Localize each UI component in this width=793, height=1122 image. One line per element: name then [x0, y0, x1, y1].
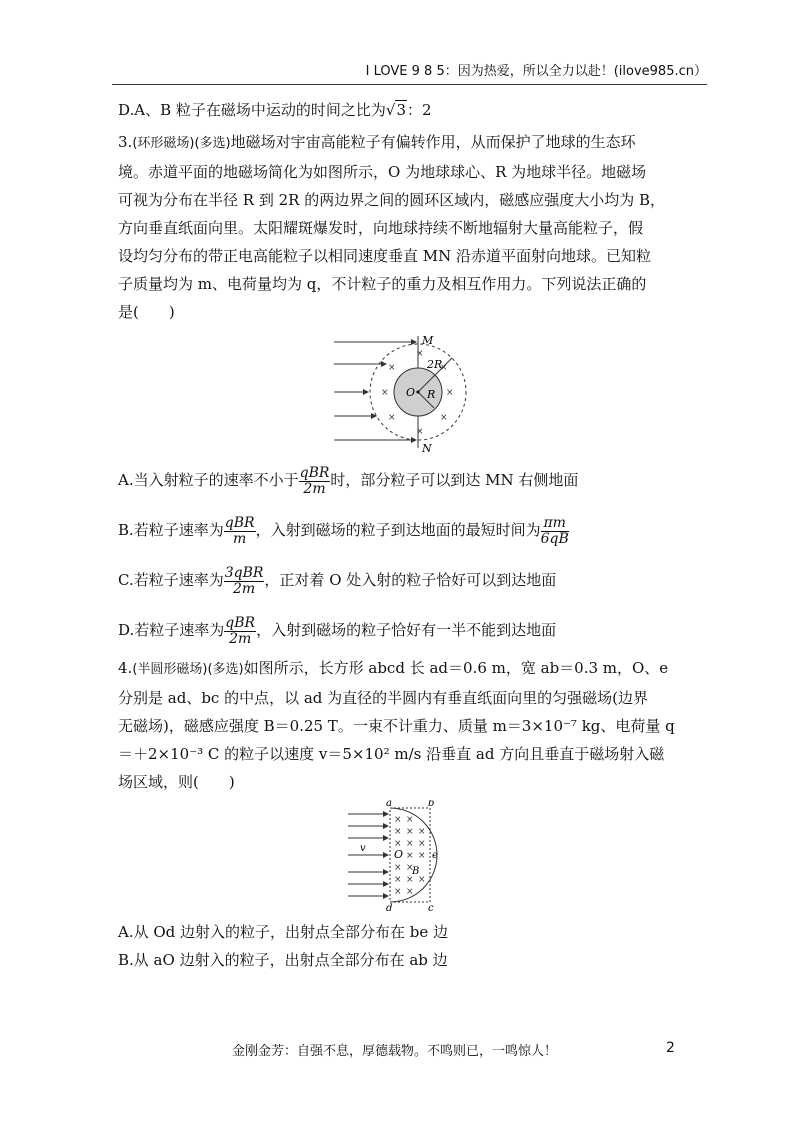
q4-tags: (半圆形磁场)(多选) [132, 662, 244, 677]
label-v: v [360, 843, 366, 854]
svg-text:×: × [406, 887, 414, 897]
svg-text:×: × [418, 851, 426, 861]
label-N: N [422, 442, 432, 454]
svg-text:×: × [418, 875, 426, 885]
svg-text:×: × [440, 363, 448, 373]
svg-text:×: × [406, 851, 414, 861]
svg-text:×: × [381, 388, 389, 398]
svg-text:×: × [406, 827, 414, 837]
label-O: O [394, 848, 404, 861]
svg-text:×: × [406, 875, 414, 885]
q3-line-2: 境。赤道平面的地磁场简化为如图所示，O 为地球球心、R 为地球半径。地磁场 [118, 163, 647, 181]
svg-text:×: × [418, 827, 426, 837]
svg-text:×: × [394, 875, 402, 885]
svg-text:×: × [406, 815, 414, 825]
svg-text:×: × [388, 363, 396, 373]
q3-option-a: A.当入射粒子的速率不小于 $\frac{\text{qBR}}{2m}$ 时，部分粒子可以到达 MN 右侧地面 [118, 464, 579, 497]
svg-text:×: × [406, 839, 414, 849]
q4-option-a: A.从 Od 边射入的粒子，出射点全部分布在 be 边 [118, 923, 449, 941]
label-R: R [427, 388, 436, 401]
q3-line-1: 3.(环形磁场)(多选)地磁场对宇宙高能粒子有偏转作用，从而保护了地球的生态环 [118, 133, 636, 151]
svg-text:×: × [394, 863, 402, 873]
svg-text:×: × [406, 863, 414, 873]
svg-text:×: × [388, 413, 396, 423]
prev-option-d: D.A、B 粒子在磁场中运动的时间之比为√3：2 [118, 101, 432, 119]
svg-text:×: × [394, 887, 402, 897]
header-text: I LOVE 9 8 5：因为热爱，所以全力以赴！(ilove985.cn） [365, 64, 707, 79]
q3-line-4: 方向垂直纸面向里。太阳耀斑爆发时，向地球持续不断地辐射大量高能粒子，假 [118, 219, 644, 237]
document-body [118, 96, 678, 974]
svg-text:×: × [418, 839, 426, 849]
svg-text:×: × [416, 427, 424, 437]
svg-text:×: × [440, 413, 448, 423]
q3-line-5: 设均匀分布的带正电高能粒子以相同速度垂直 MN 沿赤道平面射向地球。已知粒 [118, 247, 652, 265]
label-b: b [428, 800, 435, 809]
q4-option-b: B.从 aO 边射入的粒子，出射点全部分布在 ab 边 [118, 951, 448, 969]
q3-option-b: B.若粒子速率为 $\frac{\text{qBR}}{m}$ ，入射到磁场的粒子到达地面的最短时间为 $\frac{\pi m}{6qB}$ [118, 514, 569, 547]
svg-text:×: × [394, 827, 402, 837]
label-2R: 2R [427, 358, 443, 371]
q3-line-6: 子质量均为 m、电荷量均为 q，不计粒子的重力及相互作用力。下列说法正确的 [118, 275, 647, 293]
svg-text:×: × [394, 815, 402, 825]
label-a: a [386, 800, 392, 809]
semicircle-field-diagram [344, 800, 454, 912]
label-B: B [412, 866, 420, 877]
label-c: c [428, 903, 434, 912]
q4-line-3: 无磁场)，磁感应强度 B＝0.25 T。一束不计重力、质量 m＝3×10⁻⁷ kg、电荷量 q [118, 717, 675, 735]
q4-line-5: 场区域，则( ) [118, 773, 235, 791]
q3-option-d: D.若粒子速率为 $\frac{\text{qBR}}{2m}$ ，入射到磁场的粒子恰好有一半不能到达地面 [118, 614, 557, 647]
label-d: d [386, 903, 393, 912]
svg-text:×: × [446, 388, 454, 398]
q4-line-2: 分别是 ad、bc 的中点，以 ad 为直径的半圆内有垂直纸面向里的匀强磁场(边界 [118, 689, 649, 707]
label-M: M [422, 334, 434, 347]
page-header [112, 62, 707, 85]
svg-text:×: × [416, 349, 424, 359]
q3-option-c: C.若粒子速率为 $\frac{\text{3qBR}}{2m}$ ，正对着 O 处入射的粒子恰好可以到达地面 [118, 564, 557, 597]
question-4 [118, 654, 678, 974]
footer-motto: 金刚金芳：自强不息，厚德载物。不鸣则已，一鸣惊人！ [232, 1044, 558, 1059]
earth-magnetic-field-diagram [328, 332, 468, 454]
label-e: e [432, 850, 438, 861]
q3-line-3: 可视为分布在半径 R 到 2R 的两边界之间的圆环区域内，磁感应强度大小均为 B， [118, 191, 665, 209]
question-3 [118, 128, 678, 650]
label-O: O [406, 386, 416, 399]
q4-line-4: ＝＋2×10⁻³ C 的粒子以速度 v＝5×10² m/s 沿垂直 ad 方向且垂直于磁场射入磁 [118, 745, 665, 763]
q3-tags: (环形磁场)(多选) [132, 136, 231, 151]
q3-line-7: 是( ) [118, 303, 175, 321]
q4-line-1: 4.(半圆形磁场)(多选)如图所示，长方形 abcd 长 ad＝0.6 m，宽 ab＝0.3 m，O、e [118, 659, 669, 677]
svg-text:×: × [394, 839, 402, 849]
page-number: 2 [666, 1040, 675, 1056]
